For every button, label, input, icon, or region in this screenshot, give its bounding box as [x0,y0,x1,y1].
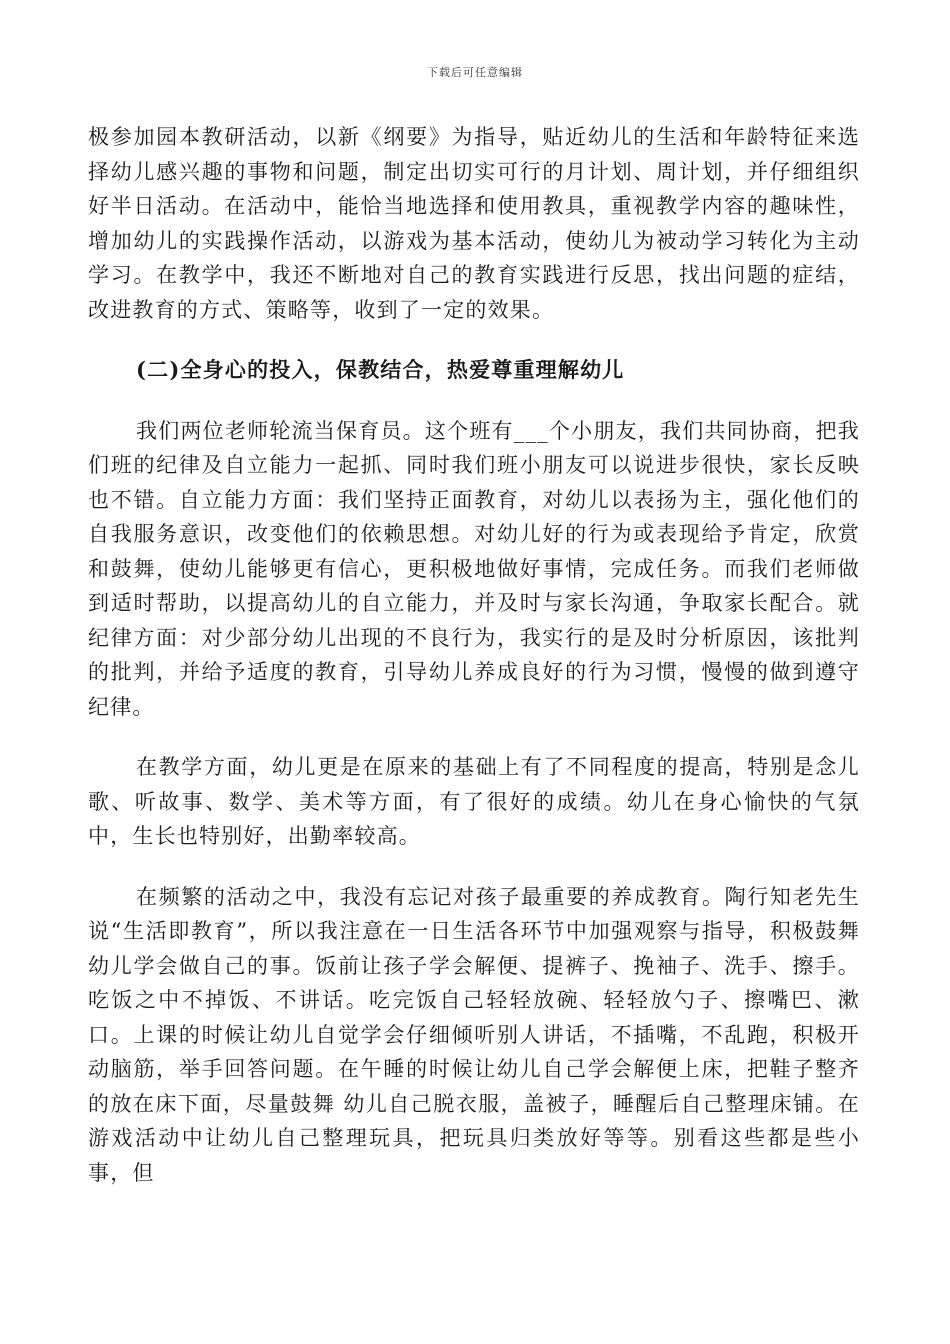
page-header: 下载后可任意编辑 [427,66,523,79]
paragraph-care-education: 我们两位老师轮流当保育员。这个班有___个小朋友，我们共同协商，把我们班的纪律及自立能力一起抓、同时我们班小朋友可以说进步很快，家长反映也不错。自立能力方面：我们坚持正面教育，对幼儿以表扬为主，强化他们的自我服务意识，改变他们的依赖思想。对幼儿好的行为或表现给予肯定，欣赏和鼓舞，使幼儿能够更有信心，更积极地做好事情，完成任务。而我们老师做到适时帮助，以提高幼儿的自立能力，并及时与家长沟通，争取家长配合。就纪律方面：对少部分幼儿出现的不良行为，我实行的是及时分析原因，该批判的批判，并给予适度的教育，引导幼儿养成良好的行为习惯，慢慢的做到遵守纪律。 [88,418,860,719]
document-body [88,120,860,1190]
paragraph-habit-education: 在频繁的活动之中，我没有忘记对孩子最重要的养成教育。陶行知老先生说“生活即教育”，所以我注意在一日生活各环节中加强观察与指导，积极鼓舞幼儿学会做自己的事。饭前让孩子学会解便、提裤子、挽袖子、洗手、擦手。吃饭之中不掉饭、不讲话。吃完饭自己轻轻放碗、轻轻放勺子、擦嘴巴、漱口。上课的时候让幼儿自觉学会仔细倾听别人讲话，不插嘴，不乱跑，积极开动脑筋，举手回答问题。在午睡的时候让幼儿自己学会解便上床，把鞋子整齐的放在床下面，尽量鼓舞 幼儿自己脱衣服，盖被子，睡醒后自己整理床铺。在游戏活动中让幼儿自己整理玩具，把玩具归类放好等等。别看这些都是些小事，但 [88,884,860,1185]
paragraph-teaching-progress: 在教学方面，幼儿更是在原来的基础上有了不同程度的提高，特别是念儿歌、听故事、数学、美术等方面，有了很好的成绩。幼儿在身心愉快的气氛中，生长也特别好，出勤率较高。 [88,755,860,848]
paragraph-teaching-research: 极参加园本教研活动，以新《纲要》为指导，贴近幼儿的生活和年龄特征来选择幼儿感兴趣的事物和问题，制定出切实可行的月计划、周计划，并仔细组织好半日活动。在活动中，能恰当地选择和使用教具，重视教学内容的趣味性，增加幼儿的实践操作活动，以游戏为基本活动，使幼儿为被动学习转化为主动学习。在教学中，我还不断地对自己的教育实践进行反思，找出问题的症结，改进教育的方式、策略等，收到了一定的效果。 [88,125,860,322]
section-heading-2: (二)全身心的投入，保教结合，热爱尊重理解幼儿 [136,357,625,382]
